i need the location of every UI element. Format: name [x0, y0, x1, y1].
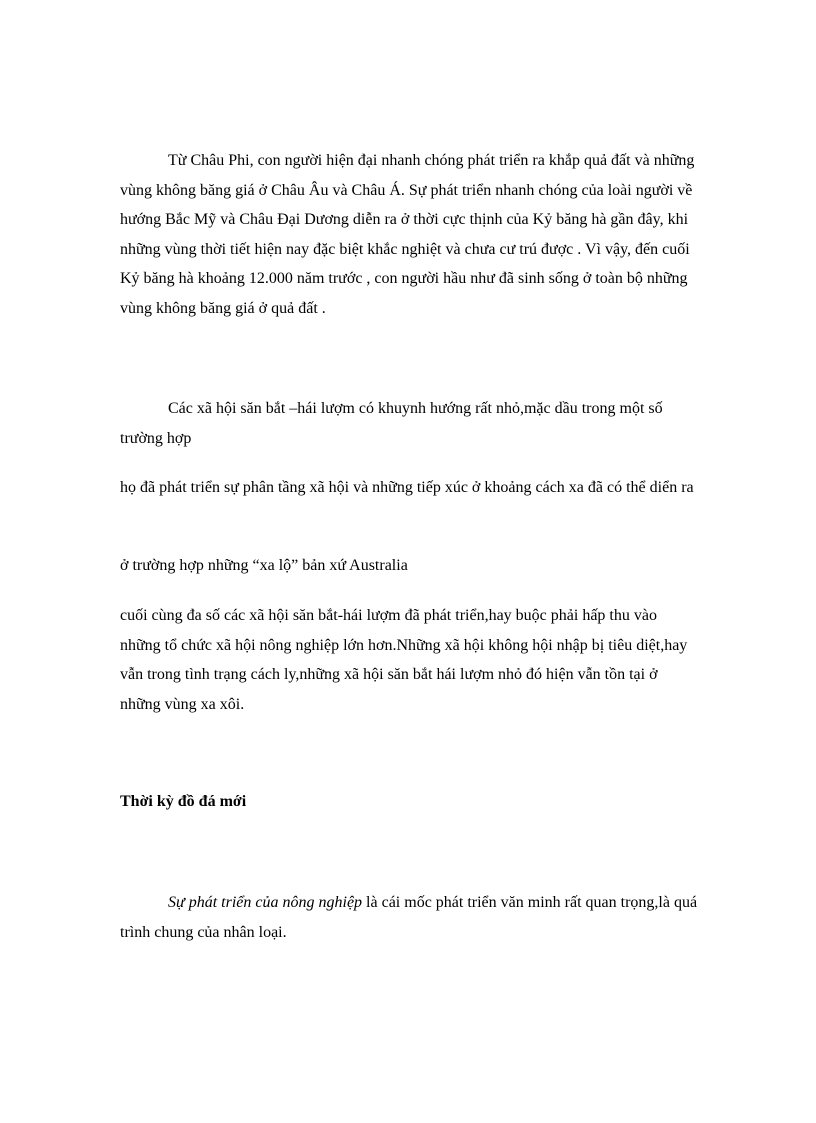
paragraph-hunter-gatherer-intro: Các xã hội săn bắt –hái lượm có khuynh hướng rất nhỏ,mặc dầu trong một số trường hợp: [120, 400, 663, 447]
paragraph-origin-of-humans: Từ Châu Phi, con người hiện đại nhanh chóng phát triển ra khắp quả đất và những vùng không băng giá ở Châu Âu và Châu Á. Sự phát triển nhanh chóng của loài người về hướng Bắc Mỹ và Châu Đại Dương diễn ra ở thời cực thịnh của Kỷ băng hà gần đây, khi những vùng thời tiết hiện nay đặc biệt khắc nghiệt và chưa cư trú được . Vì vậy, đến cuối Kỷ băng hà khoảng 12.000 năm trước , con người hầu như đã sinh sống ở toàn bộ những vùng không băng giá ở quả đất .: [120, 152, 695, 317]
section-heading-neolithic: Thời kỳ đồ đá mới: [120, 793, 247, 810]
paragraph-agriculture: [120, 888, 700, 947]
agriculture-rest: là cái mốc phát triển văn minh rất quan trọng,là quá trình chung của nhân loại.: [120, 894, 698, 941]
agriculture-emphasis: Sự phát triển của nông nghiệp: [168, 894, 363, 911]
paragraph-social-stratification: họ đã phát triển sự phân tầng xã hội và những tiếp xúc ở khoảng cách xa đã có thể diển ra: [120, 479, 694, 496]
paragraph-hunter-gatherer-fate: cuối cùng đa số các xã hội săn bắt-hái lượm đã phát triển,hay buộc phải hấp thu vào những tổ chức xã hội nông nghiệp lớn hơn.Những xã hội không hội nhập bị tiêu diệt,hay vẫn trong tình trạng cách ly,những xã hội săn bắt hái lượm nhỏ đó hiện vẫn tồn tại ở những vùng xa xôi.: [120, 607, 688, 713]
paragraph-australia-highways: ở trường hợp những “xa lộ” bản xứ Australia: [120, 557, 408, 574]
